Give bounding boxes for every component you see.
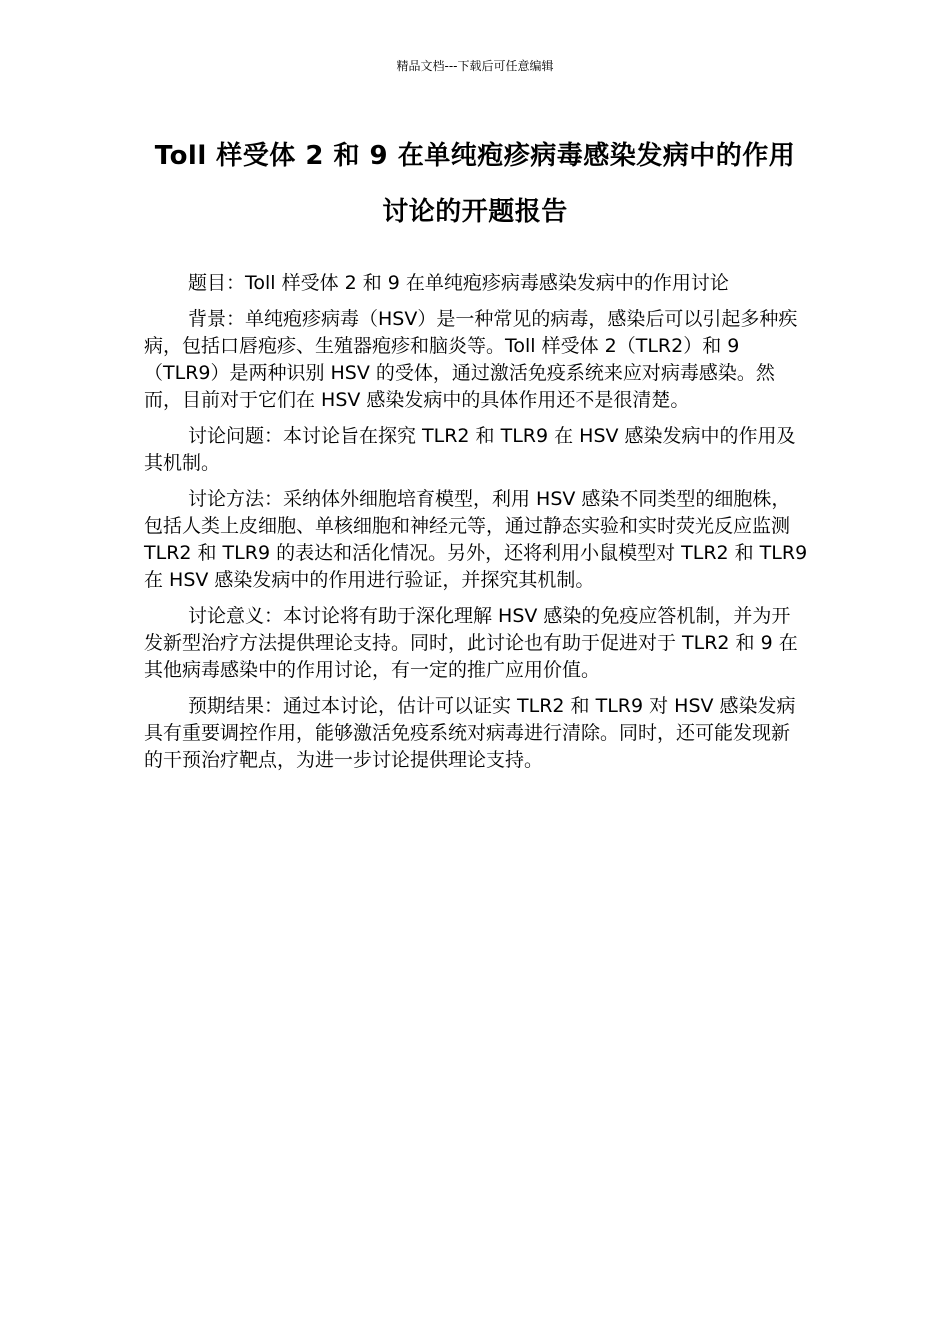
paragraph-method: 讨论方法：采纳体外细胞培育模型，利用 HSV 感染不同类型的细胞株，包括人类上皮细胞、单核细胞和神经元等，通过静态实验和实时荧光反应监测 TLR2 和 TLR9 的表达和活化情况。另外，还将利用小鼠模型对 TLR2 和 TLR9 在 HSV 感染发病中的作用进行验证，并探究其机制。	[144, 488, 808, 591]
paragraph-expected-results: 预期结果：通过本讨论，估计可以证实 TLR2 和 TLR9 对 HSV 感染发病具有重要调控作用，能够激活免疫系统对病毒进行清除。同时，还可能发现新的干预治疗靶点，为进一步讨论提供理论支持。	[144, 695, 796, 771]
document-body	[144, 270, 808, 783]
page-header-note: 精品文档---下载后可任意编辑	[396, 59, 554, 73]
document-title	[140, 128, 810, 240]
paragraph-significance: 讨论意义：本讨论将有助于深化理解 HSV 感染的免疫应答机制，并为开发新型治疗方法提供理论支持。同时，此讨论也有助于促进对于 TLR2 和 9 在其他病毒感染中的作用讨论，有一定的推广应用价值。	[144, 605, 798, 681]
title-line-2: 讨论的开题报告	[382, 197, 568, 227]
paragraph-background: 背景：单纯疱疹病毒（HSV）是一种常见的病毒，感染后可以引起多种疾病，包括口唇疱疹、生殖器疱疹和脑炎等。Toll 样受体 2（TLR2）和 9（TLR9）是两种识别 HSV 的受体，通过激活免疫系统来应对病毒感染。然而，目前对于它们在 HSV 感染发病中的具体作用还不是很清楚。	[144, 308, 798, 411]
title-line-1: Toll 样受体 2 和 9 在单纯疱疹病毒感染发病中的作用	[154, 141, 796, 171]
paragraph-topic: 题目：Toll 样受体 2 和 9 在单纯疱疹病毒感染发病中的作用讨论	[188, 272, 729, 294]
paragraph-question: 讨论问题：本讨论旨在探究 TLR2 和 TLR9 在 HSV 感染发病中的作用及其机制。	[144, 425, 796, 474]
